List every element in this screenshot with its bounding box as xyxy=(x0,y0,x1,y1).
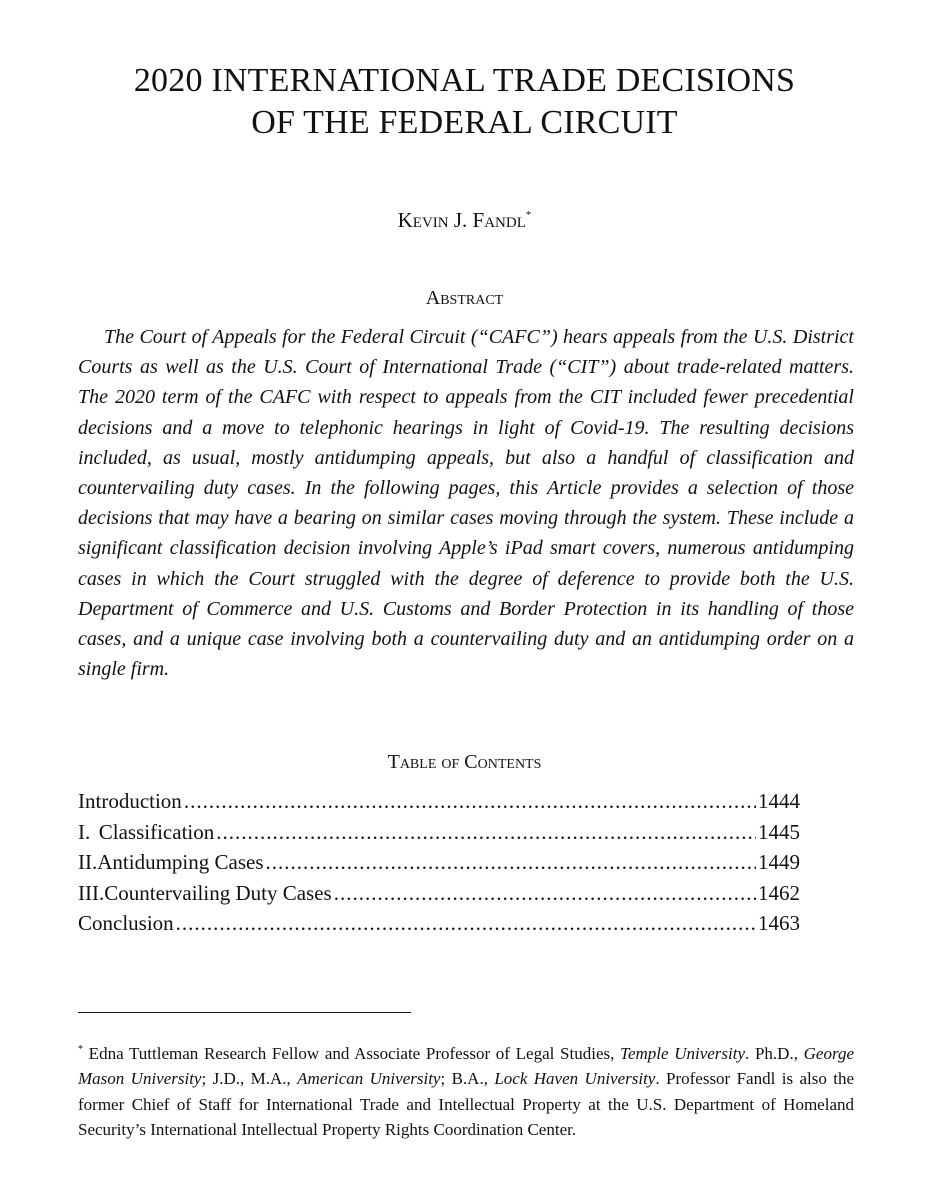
toc-leader-dots xyxy=(266,847,757,878)
footnote-institution-2: George Mason University xyxy=(78,1044,854,1089)
footnote-institution-3: American University xyxy=(297,1069,441,1089)
footnote-institution-1: Temple University xyxy=(620,1044,746,1063)
toc-entry-countervailing-duty-cases[interactable] xyxy=(78,878,800,909)
toc-entry-number: I. xyxy=(78,819,91,844)
author-byline xyxy=(0,202,929,233)
toc-entry-label: Introduction xyxy=(78,789,182,813)
footnote-separator-rule xyxy=(78,1012,411,1013)
toc-leader-dots xyxy=(334,878,756,909)
footnote-institution-4: Lock Haven University xyxy=(494,1069,656,1089)
toc-entry-classification[interactable] xyxy=(78,817,800,848)
article-title xyxy=(60,60,869,144)
toc-entry-label: Classification xyxy=(98,819,215,844)
footnote-text-5: . Professor Fandl is also the former Chief of Staff for International Trade and Intellectual Property at the U.S. Department of Homeland Security’s International Intellectual Property Rights Coordination Center. xyxy=(78,1069,854,1139)
toc-leader-dots xyxy=(184,786,756,817)
abstract-heading: Abstract xyxy=(425,287,504,309)
author-footnote-mark[interactable]: * xyxy=(525,209,532,221)
toc-entry-number: II. xyxy=(78,850,98,874)
article-title-line-1: 2020 INTERNATIONAL TRADE DECISIONS xyxy=(133,62,796,99)
toc-entry-page: 1462 xyxy=(758,880,800,905)
toc-entry-page: 1463 xyxy=(758,911,800,935)
toc-entry-number: III. xyxy=(78,880,105,905)
toc-entry-introduction[interactable] xyxy=(78,786,800,817)
article-title-line-2: OF THE FEDERAL CIRCUIT xyxy=(251,104,678,141)
footnote-text-3: ; J.D., M.A., xyxy=(201,1069,298,1089)
footnote-text-4: ; B.A., xyxy=(440,1069,495,1089)
toc-entry-conclusion[interactable] xyxy=(78,908,800,939)
toc-entry-antidumping-cases[interactable] xyxy=(78,847,800,878)
table-of-contents xyxy=(78,786,800,939)
footnote-text-1: Edna Tuttleman Research Fellow and Associate Professor of Legal Studies, xyxy=(83,1044,621,1063)
toc-heading: Table of Contents xyxy=(387,751,542,773)
toc-entry-page: 1444 xyxy=(758,789,800,813)
toc-entry-label: Conclusion xyxy=(78,911,174,935)
toc-leader-dots xyxy=(176,908,756,939)
author-name: Kevin J. Fandl xyxy=(397,208,526,232)
toc-leader-dots xyxy=(216,817,756,848)
toc-entry-label: Antidumping Cases xyxy=(97,850,264,874)
toc-entry-page: 1449 xyxy=(758,850,800,874)
footnote-mark: * xyxy=(78,1044,83,1055)
footnote-text-2: . Ph.D., xyxy=(745,1044,804,1063)
abstract-text: The Court of Appeals for the Federal Circuit (“CAFC”) hears appeals from the U.S. District Courts as well as the U.S. Court of International Trade (“CIT”) about trade-related matters. The 2020 term of the CAFC with respect to appeals from the CIT included fewer precedential decisions and a move to telephonic hearings in light of Covid-19. The resulting decisions included, as usual, mostly antidumping appeals, but also a handful of classification and countervailing duty cases. In the following pages, this Article provides a selection of those decisions that may have a bearing on similar cases moving through the system. These include a significant classification decision involving Apple’s iPad smart covers, numerous antidumping cases in which the Court struggled with the degree of deference to provide both the U.S. Department of Commerce and U.S. Customs and Border Protection in its handling of those cases, and a unique case involving both a countervailing duty and an antidumping order on a single firm. xyxy=(78,326,854,681)
author-footnote xyxy=(78,1037,854,1142)
toc-entry-label: Countervailing Duty Cases xyxy=(104,880,332,905)
toc-entry-page: 1445 xyxy=(758,819,800,844)
